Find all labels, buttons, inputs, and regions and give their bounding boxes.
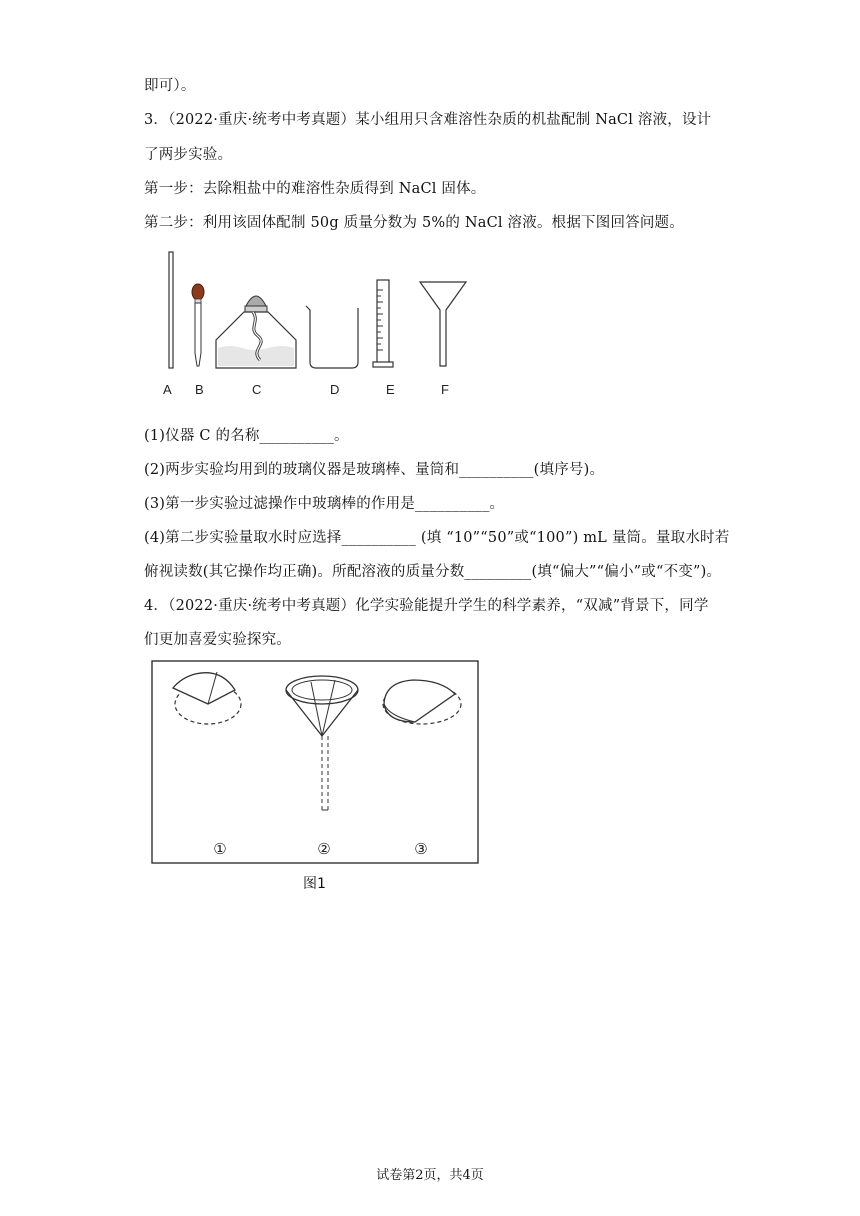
question-3-part4-line2: 俯视读数(其它操作均正确)。所配溶液的质量分数_________(填“偏大”“偏小”或“不变”)。 <box>144 564 722 580</box>
beaker-drawing <box>306 306 358 368</box>
apparatus-figure <box>150 248 480 373</box>
apparatus-label-e: E <box>386 382 395 397</box>
apparatus-label-d: D <box>330 382 340 397</box>
apparatus-label-b: B <box>195 382 204 397</box>
question-3-step2: 第二步：利用该固体配制 50g 质量分数为 5%的 NaCl 溶液。根据下图回答问题。 <box>144 215 684 231</box>
question-3-part3: (3)第一步实验过滤操作中玻璃棒的作用是__________。 <box>144 496 505 512</box>
apparatus-label-a: A <box>163 382 172 397</box>
question-3-stem-line2: 了两步实验。 <box>144 147 233 163</box>
graduated-cylinder-drawing <box>373 280 393 367</box>
step-label-1: ① <box>213 840 227 858</box>
alcohol-lamp-drawing <box>216 296 296 368</box>
question-4-stem-line2: 们更加喜爱实验探究。 <box>144 632 291 648</box>
dropper-drawing <box>192 284 204 366</box>
funnel-drawing <box>420 282 466 366</box>
page-footer: 试卷第2页，共4页 <box>376 1168 484 1183</box>
apparatus-label-c: C <box>252 382 262 397</box>
step-label-3: ③ <box>414 840 428 858</box>
question-4-stem-line1: 4．（2022·重庆·统考中考真题）化学实验能提升学生的科学素养，“双减”背景下，同学 <box>144 598 709 614</box>
question-3-part2: (2)两步实验均用到的玻璃仪器是玻璃棒、量筒和__________(填序号)。 <box>144 462 605 478</box>
figure-1-filter-paper <box>151 660 481 866</box>
question-3-step1: 第一步：去除粗盐中的难溶性杂质得到 NaCl 固体。 <box>144 181 486 197</box>
figure-1-caption: 图1 <box>303 876 326 892</box>
apparatus-label-f: F <box>441 382 449 397</box>
question-3-part1: (1)仪器 C 的名称__________。 <box>144 428 349 444</box>
question-3-part4-line1: (4)第二步实验量取水时应选择__________ (填 “10”“50”或“100”) mL 量筒。量取水时若 <box>144 530 730 546</box>
text-line-continuation: 即可）。 <box>144 78 196 94</box>
step-label-2: ② <box>317 840 331 858</box>
question-3-stem-line1: 3．（2022·重庆·统考中考真题）某小组用只含难溶性杂质的机盐配制 NaCl 溶液，设计 <box>144 112 712 128</box>
glass-rod-drawing <box>169 252 173 368</box>
